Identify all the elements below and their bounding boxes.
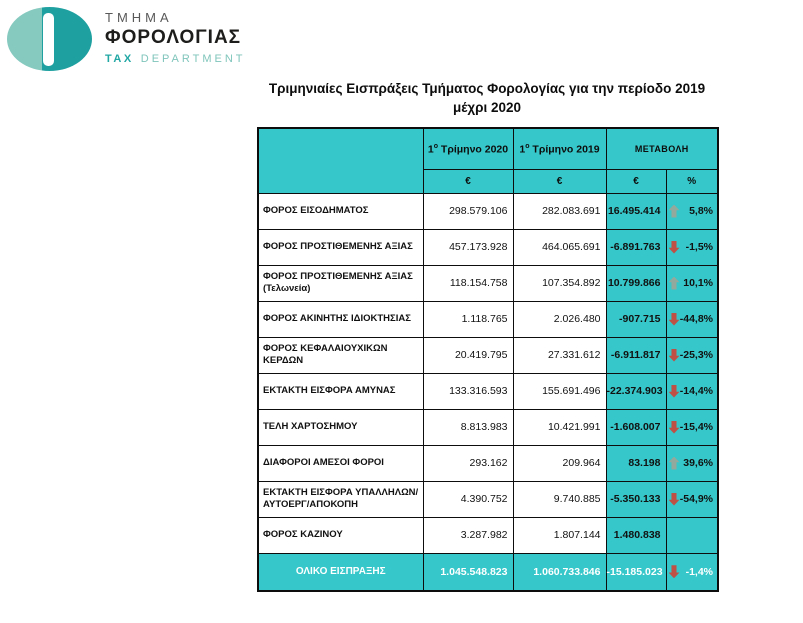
- header-q1-2019: $1^o$ Τρίμηνο 2019: [513, 128, 606, 169]
- table-row: [258, 229, 718, 265]
- change-pct-cell: [666, 337, 718, 373]
- value-2019-cell: 2.026.480: [513, 301, 606, 337]
- tax-department-logo: [7, 4, 246, 72]
- value-2020-cell: 293.162: [423, 445, 513, 481]
- change-euro-cell: -6.891.763: [606, 229, 666, 265]
- value-2019-cell: 282.083.691: [513, 193, 606, 229]
- value-2019-cell: 27.331.612: [513, 337, 606, 373]
- receipts-table: [257, 127, 719, 592]
- subheader-euro-change: €: [606, 169, 666, 193]
- pct-value: -54,9%: [679, 493, 714, 505]
- change-euro-cell: -5.350.133: [606, 481, 666, 517]
- tax-department-logo-icon: [7, 4, 95, 72]
- total-pct-value: -1,4%: [685, 565, 714, 578]
- pct-value: -15,4%: [679, 421, 714, 433]
- row-label: ΤΕΛΗ ΧΑΡΤΟΣΗΜΟΥ: [258, 409, 423, 445]
- pct-value: 5,8%: [689, 205, 714, 217]
- row-label: ΦΟΡΟΣ ΕΙΣΟΔΗΜΑΤΟΣ: [258, 193, 423, 229]
- trend-up-icon: [669, 205, 680, 218]
- trend-down-icon: [669, 421, 680, 434]
- table-footer: [258, 553, 718, 591]
- header-q1-2020: $1^o$ Τρίμηνο 2020: [423, 128, 513, 169]
- row-label: ΦΟΡΟΣ ΠΡΟΣΤΙΘΕΜΕΝΗΣ ΑΞΙΑΣ: [258, 229, 423, 265]
- table-body: [258, 193, 718, 553]
- subheader-pct-change: %: [666, 169, 718, 193]
- value-2019-cell: 107.354.892: [513, 265, 606, 301]
- value-2020-cell: 3.287.982: [423, 517, 513, 553]
- change-pct-cell: [666, 265, 718, 301]
- table-row: [258, 301, 718, 337]
- change-euro-cell: 10.799.866: [606, 265, 666, 301]
- table-header: [258, 128, 718, 193]
- table-row: [258, 445, 718, 481]
- trend-up-icon: [669, 277, 680, 290]
- row-label: ΕΚΤΑΚΤΗ ΕΙΣΦΟΡΑ ΑΜΥΝΑΣ: [258, 373, 423, 409]
- pct-value: -25,3%: [679, 349, 714, 361]
- value-2020-cell: 133.316.593: [423, 373, 513, 409]
- change-pct-cell: [666, 517, 718, 553]
- trend-down-icon: [669, 241, 680, 254]
- pct-value: -1,5%: [685, 241, 714, 253]
- table-row: [258, 337, 718, 373]
- change-pct-cell: [666, 373, 718, 409]
- change-pct-cell: [666, 229, 718, 265]
- trend-down-icon: [669, 493, 680, 506]
- pct-value: 10,1%: [683, 277, 714, 289]
- value-2020-cell: 457.173.928: [423, 229, 513, 265]
- table-row: [258, 517, 718, 553]
- change-euro-cell: 83.198: [606, 445, 666, 481]
- value-2020-cell: 4.390.752: [423, 481, 513, 517]
- value-2020-cell: 1.118.765: [423, 301, 513, 337]
- header-change: ΜΕΤΑΒΟΛΗ: [606, 128, 718, 169]
- logo-text-block: [105, 4, 246, 65]
- table-row: [258, 265, 718, 301]
- pct-value: -44,8%: [679, 313, 714, 325]
- total-2019-cell: 1.060.733.846: [513, 553, 606, 591]
- change-pct-cell: [666, 409, 718, 445]
- trend-down-icon: [669, 565, 680, 578]
- row-label: ΕΚΤΑΚΤΗ ΕΙΣΦΟΡΑ ΥΠΑΛΛΗΛΩΝ/ΑΥΤΟΕΡΓ/ΑΠΟΚΟΠΗ: [258, 481, 423, 517]
- row-label: ΔΙΑΦΟΡΟΙ ΑΜΕΣΟΙ ΦΟΡΟΙ: [258, 445, 423, 481]
- value-2019-cell: 209.964: [513, 445, 606, 481]
- change-euro-cell: -6.911.817: [606, 337, 666, 373]
- total-change-euro-cell: -15.185.023: [606, 553, 666, 591]
- trend-down-icon: [669, 385, 680, 398]
- value-2020-cell: 8.813.983: [423, 409, 513, 445]
- table-row: [258, 481, 718, 517]
- value-2019-cell: 1.807.144: [513, 517, 606, 553]
- value-2020-cell: 20.419.795: [423, 337, 513, 373]
- change-pct-cell: [666, 481, 718, 517]
- trend-down-icon: [669, 349, 680, 362]
- row-label: ΦΟΡΟΣ ΚΑΖΙΝΟΥ: [258, 517, 423, 553]
- table-row: [258, 409, 718, 445]
- change-pct-cell: [666, 301, 718, 337]
- pct-value: -14,4%: [679, 385, 714, 397]
- total-label: ΟΛΙΚΟ ΕΙΣΠΡΑΞΗΣ: [258, 553, 423, 591]
- value-2020-cell: 298.579.106: [423, 193, 513, 229]
- trend-down-icon: [669, 313, 680, 326]
- total-change-pct-cell: [666, 553, 718, 591]
- change-euro-cell: -22.374.903: [606, 373, 666, 409]
- change-pct-cell: [666, 445, 718, 481]
- subheader-euro-2019: €: [513, 169, 606, 193]
- value-2019-cell: 155.691.496: [513, 373, 606, 409]
- logo-text-forologias: ΦΟΡΟΛΟΓΙΑΣ: [105, 27, 242, 48]
- subheader-euro-2020: €: [423, 169, 513, 193]
- change-euro-cell: 1.480.838: [606, 517, 666, 553]
- row-label: ΦΟΡΟΣ ΚΕΦΑΛΑΙΟΥΧΙΚΩΝ ΚΕΡΔΩΝ: [258, 337, 423, 373]
- logo-text-tax-department: [105, 53, 246, 65]
- logo-text-tmima: ΤΜΗΜΑ: [105, 10, 173, 25]
- change-euro-cell: -907.715: [606, 301, 666, 337]
- row-label: ΦΟΡΟΣ ΠΡΟΣΤΙΘΕΜΕΝΗΣ ΑΞΙΑΣ (Τελωνεία): [258, 265, 423, 301]
- trend-up-icon: [669, 457, 680, 470]
- value-2020-cell: 118.154.758: [423, 265, 513, 301]
- table-row: [258, 193, 718, 229]
- pct-value: 39,6%: [683, 457, 714, 469]
- change-euro-cell: -1.608.007: [606, 409, 666, 445]
- logo-bar-shape: [43, 13, 54, 66]
- total-row: [258, 553, 718, 591]
- table-row: [258, 373, 718, 409]
- logo-text-tax: TAX: [105, 53, 134, 65]
- change-euro-cell: 16.495.414: [606, 193, 666, 229]
- value-2019-cell: 9.740.885: [513, 481, 606, 517]
- value-2019-cell: 464.065.691: [513, 229, 606, 265]
- change-pct-cell: [666, 193, 718, 229]
- logo-text-department: DEPARTMENT: [140, 53, 246, 65]
- row-label: ΦΟΡΟΣ ΑΚΙΝΗΤΗΣ ΙΔΙΟΚΤΗΣΙΑΣ: [258, 301, 423, 337]
- total-2020-cell: 1.045.548.823: [423, 553, 513, 591]
- header-empty-cell: [258, 128, 423, 193]
- value-2019-cell: 10.421.991: [513, 409, 606, 445]
- page-title: Τριμηνιαίες Εισπράξεις Τμήματος Φορολογίας για την περίοδο 2019 μέχρι 2020: [268, 81, 706, 115]
